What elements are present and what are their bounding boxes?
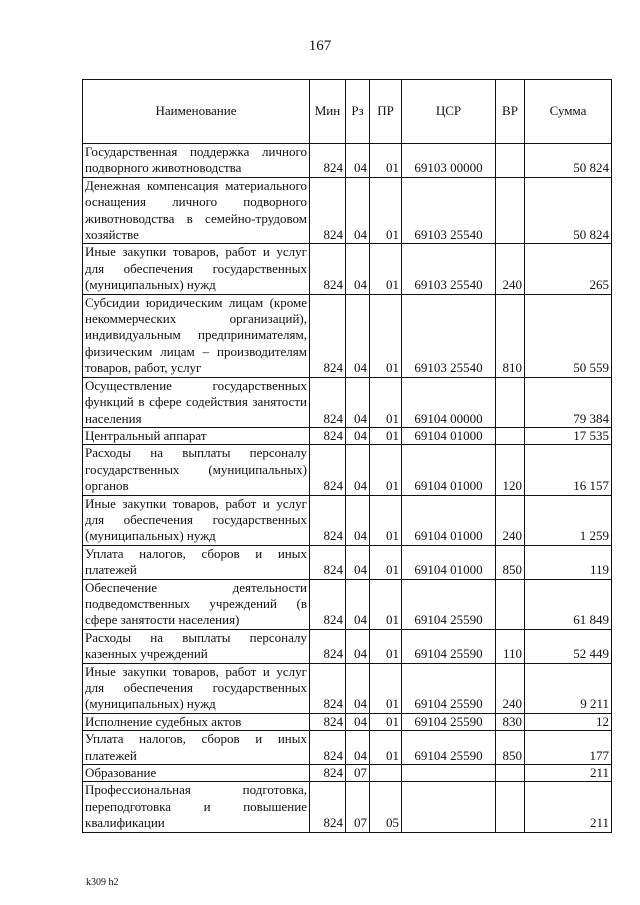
cell-min: 824 (310, 713, 346, 730)
cell-min: 824 (310, 177, 346, 244)
cell-vr (496, 427, 525, 444)
cell-rz: 04 (346, 144, 370, 178)
cell-vr: 850 (496, 545, 525, 579)
cell-vr (496, 765, 525, 782)
cell-pr (370, 765, 402, 782)
cell-min: 824 (310, 663, 346, 713)
cell-rz: 04 (346, 713, 370, 730)
cell-name: Иные закупки товаров, работ и услуг для обеспечения государственных (муниципальных) нужд (83, 495, 310, 545)
table-row (83, 579, 612, 629)
cell-pr: 01 (370, 427, 402, 444)
cell-sum: 17 535 (525, 427, 612, 444)
cell-csr: 69104 25590 (402, 579, 496, 629)
cell-sum: 52 449 (525, 629, 612, 663)
header-vr: ВР (496, 80, 525, 144)
cell-sum: 211 (525, 765, 612, 782)
cell-name: Исполнение судебных актов (83, 713, 310, 730)
cell-rz: 04 (346, 579, 370, 629)
cell-vr: 810 (496, 294, 525, 377)
table-row (83, 144, 612, 178)
cell-min: 824 (310, 545, 346, 579)
cell-csr: 69103 00000 (402, 144, 496, 178)
table-row (83, 782, 612, 832)
cell-min: 824 (310, 731, 346, 765)
cell-name: Уплата налогов, сборов и иных платежей (83, 731, 310, 765)
cell-vr (496, 782, 525, 832)
header-csr: ЦСР (402, 80, 496, 144)
cell-sum: 16 157 (525, 445, 612, 495)
cell-csr: 69103 25540 (402, 294, 496, 377)
cell-pr: 01 (370, 144, 402, 178)
table-row (83, 377, 612, 427)
cell-vr: 120 (496, 445, 525, 495)
cell-rz: 04 (346, 427, 370, 444)
cell-sum: 119 (525, 545, 612, 579)
cell-name: Субсидии юридическим лицам (кроме некоммерческих организаций), индивидуальным предпринимателям, физическим лицам – производителям товаров, работ, услуг (83, 294, 310, 377)
cell-min: 824 (310, 629, 346, 663)
cell-csr: 69103 25540 (402, 244, 496, 294)
cell-name: Уплата налогов, сборов и иных платежей (83, 545, 310, 579)
cell-vr: 830 (496, 713, 525, 730)
header-pr: ПР (370, 80, 402, 144)
cell-vr (496, 377, 525, 427)
header-name: Наименование (83, 80, 310, 144)
cell-min: 824 (310, 765, 346, 782)
table-row (83, 663, 612, 713)
cell-name: Профессиональная подготовка, переподготовка и повышение квалификации (83, 782, 310, 832)
cell-min: 824 (310, 294, 346, 377)
cell-name: Обеспечение деятельности подведомственных учреждений (в сфере занятости населения) (83, 579, 310, 629)
cell-min: 824 (310, 144, 346, 178)
cell-sum: 9 211 (525, 663, 612, 713)
table-row (83, 177, 612, 244)
cell-sum: 50 824 (525, 144, 612, 178)
table-row (83, 495, 612, 545)
page-number: 167 (308, 38, 332, 54)
table-row (83, 713, 612, 730)
table-row (83, 294, 612, 377)
cell-name: Осуществление государственных функций в сфере содействия занятости населения (83, 377, 310, 427)
cell-sum: 1 259 (525, 495, 612, 545)
cell-name: Образование (83, 765, 310, 782)
cell-rz: 04 (346, 663, 370, 713)
cell-min: 824 (310, 427, 346, 444)
cell-min: 824 (310, 495, 346, 545)
cell-name: Государственная поддержка личного подворного животноводства (83, 144, 310, 178)
cell-min: 824 (310, 579, 346, 629)
cell-csr: 69104 01000 (402, 445, 496, 495)
table-row (83, 427, 612, 444)
cell-rz: 04 (346, 445, 370, 495)
cell-csr: 69104 01000 (402, 495, 496, 545)
cell-vr: 110 (496, 629, 525, 663)
cell-sum: 50 824 (525, 177, 612, 244)
cell-pr: 05 (370, 782, 402, 832)
cell-sum: 50 559 (525, 294, 612, 377)
table-row (83, 244, 612, 294)
cell-rz: 04 (346, 629, 370, 663)
cell-csr: 69103 25540 (402, 177, 496, 244)
cell-csr: 69104 01000 (402, 545, 496, 579)
table-row (83, 731, 612, 765)
cell-pr: 01 (370, 177, 402, 244)
cell-csr (402, 765, 496, 782)
cell-rz: 07 (346, 782, 370, 832)
cell-csr: 69104 25590 (402, 629, 496, 663)
cell-sum: 79 384 (525, 377, 612, 427)
cell-rz: 04 (346, 545, 370, 579)
cell-vr: 240 (496, 495, 525, 545)
cell-pr: 01 (370, 377, 402, 427)
cell-pr: 01 (370, 579, 402, 629)
cell-vr (496, 144, 525, 178)
cell-vr (496, 177, 525, 244)
cell-name: Расходы на выплаты персоналу казенных учреждений (83, 629, 310, 663)
cell-name: Иные закупки товаров, работ и услуг для обеспечения государственных (муниципальных) нужд (83, 663, 310, 713)
cell-pr: 01 (370, 445, 402, 495)
cell-rz: 04 (346, 294, 370, 377)
cell-rz: 04 (346, 177, 370, 244)
header-rz: Рз (346, 80, 370, 144)
header-min: Мин (310, 80, 346, 144)
cell-rz: 04 (346, 244, 370, 294)
cell-pr: 01 (370, 629, 402, 663)
cell-rz: 04 (346, 731, 370, 765)
cell-pr: 01 (370, 545, 402, 579)
cell-sum: 61 849 (525, 579, 612, 629)
cell-rz: 04 (346, 495, 370, 545)
budget-table (82, 79, 612, 833)
cell-csr: 69104 25590 (402, 731, 496, 765)
header-sum: Сумма (525, 80, 612, 144)
cell-pr: 01 (370, 294, 402, 377)
cell-csr: 69104 01000 (402, 427, 496, 444)
cell-min: 824 (310, 244, 346, 294)
cell-min: 824 (310, 782, 346, 832)
cell-pr: 01 (370, 495, 402, 545)
cell-pr: 01 (370, 713, 402, 730)
cell-sum: 265 (525, 244, 612, 294)
cell-sum: 12 (525, 713, 612, 730)
cell-rz: 07 (346, 765, 370, 782)
cell-min: 824 (310, 377, 346, 427)
cell-csr: 69104 25590 (402, 663, 496, 713)
cell-min: 824 (310, 445, 346, 495)
cell-name: Расходы на выплаты персоналу государственных (муниципальных) органов (83, 445, 310, 495)
cell-pr: 01 (370, 663, 402, 713)
table-row (83, 765, 612, 782)
cell-name: Иные закупки товаров, работ и услуг для обеспечения государственных (муниципальных) нужд (83, 244, 310, 294)
cell-sum: 211 (525, 782, 612, 832)
cell-csr (402, 782, 496, 832)
cell-vr: 240 (496, 244, 525, 294)
cell-pr: 01 (370, 244, 402, 294)
cell-sum: 177 (525, 731, 612, 765)
table-body (83, 144, 612, 833)
cell-name: Центральный аппарат (83, 427, 310, 444)
cell-rz: 04 (346, 377, 370, 427)
cell-vr: 240 (496, 663, 525, 713)
cell-pr: 01 (370, 731, 402, 765)
table-row (83, 545, 612, 579)
footer-code: k309 h2 (86, 877, 119, 888)
cell-vr: 850 (496, 731, 525, 765)
table-row (83, 445, 612, 495)
cell-name: Денежная компенсация материального оснащения личного подворного животноводства в семейно-трудовом хозяйстве (83, 177, 310, 244)
table-row (83, 629, 612, 663)
cell-csr: 69104 25590 (402, 713, 496, 730)
cell-csr: 69104 00000 (402, 377, 496, 427)
cell-vr (496, 579, 525, 629)
table-header (83, 80, 612, 144)
